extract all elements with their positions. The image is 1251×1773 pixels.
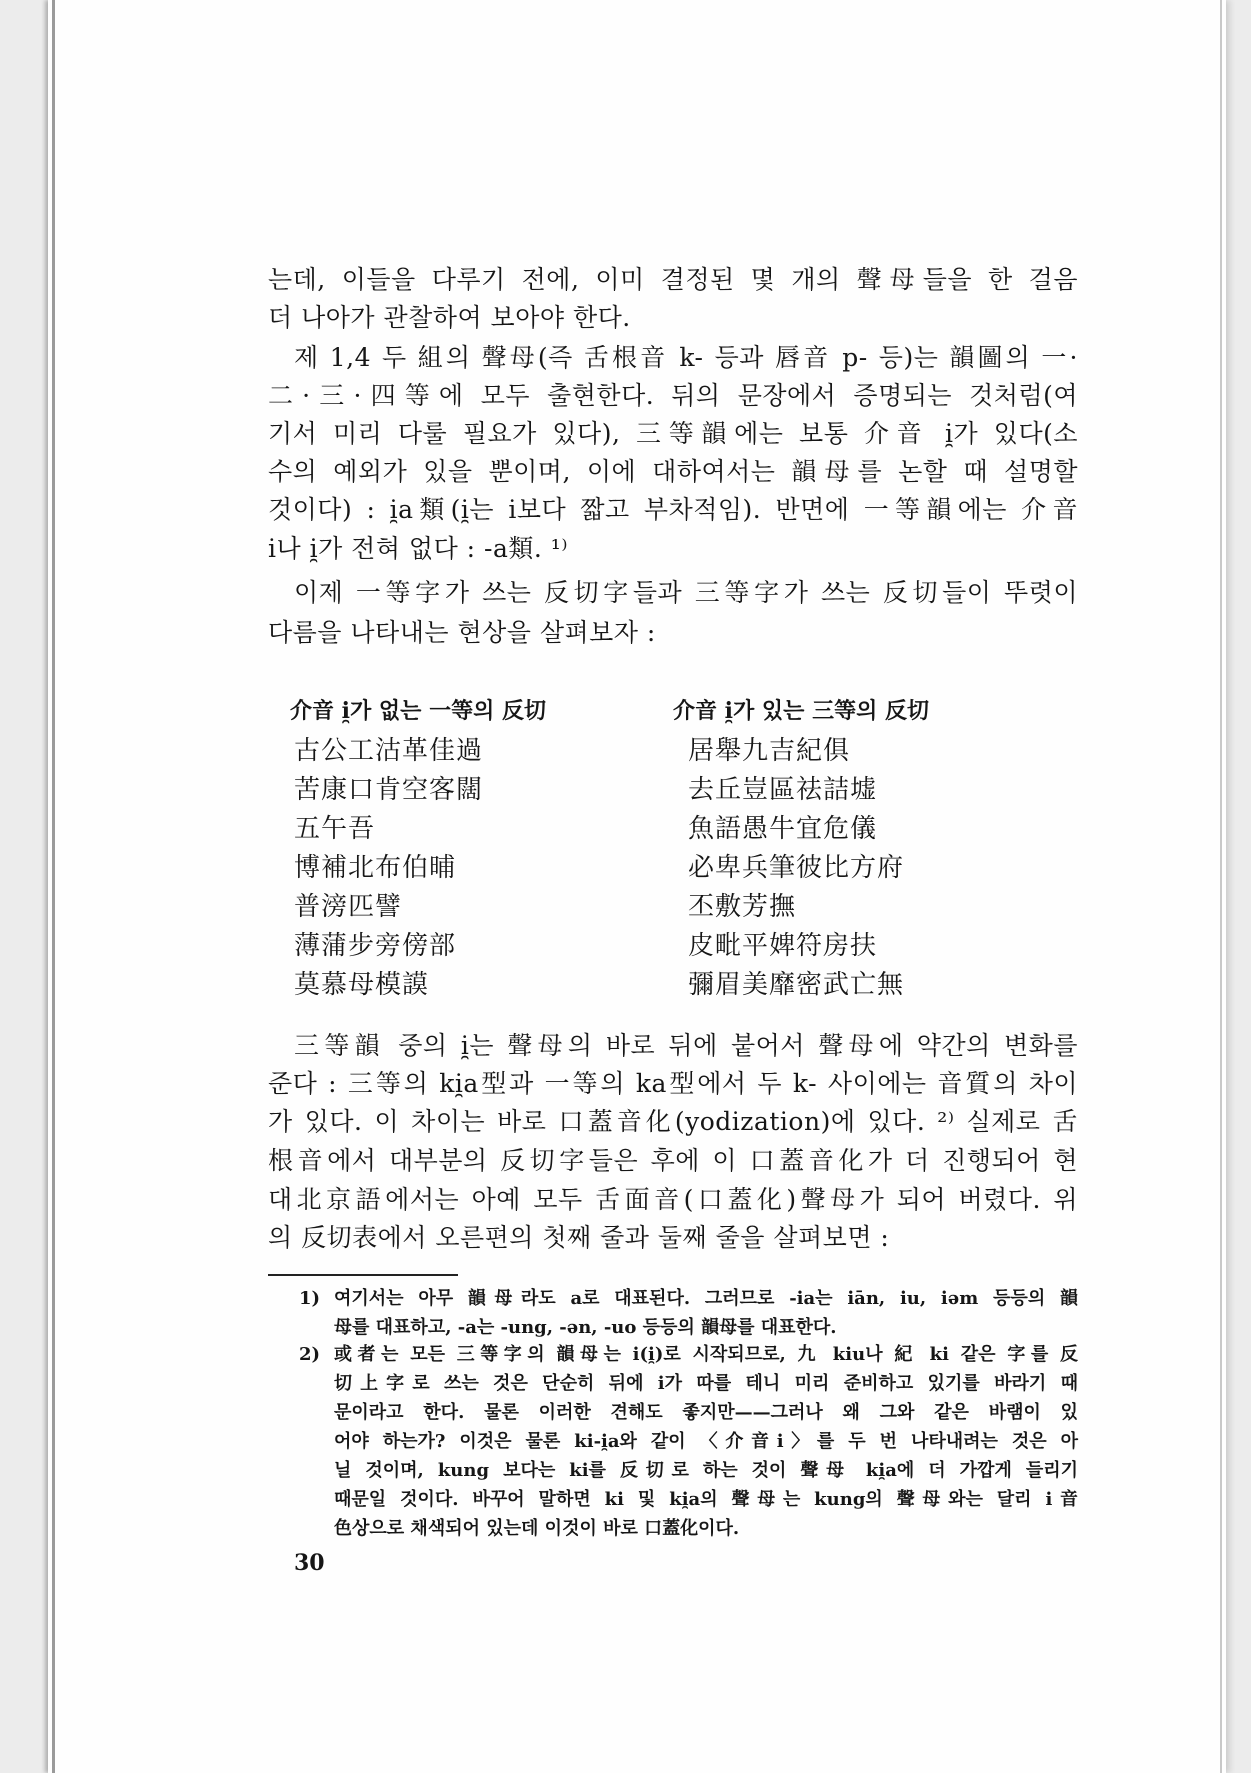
right-fanqie-row: 去丘豈區祛詰墟 (688, 775, 878, 805)
paragraph1-line: 는데, 이들을 다루기 전에, 이미 결정된 몇 개의 聲母들을 한 걸음 (268, 265, 1078, 294)
paragraph3-line: 이제 一等字가 쓰는 反切字들과 三等字가 쓰는 反切들이 뚜렷이 (294, 578, 1078, 607)
paragraph2-line: 二·三·四等에 모두 출현한다. 뒤의 문장에서 증명되는 것처럼(여 (268, 381, 1078, 410)
left-fanqie-row: 五午吾 (294, 814, 376, 844)
footnote-number: 2) (299, 1344, 321, 1365)
right-fanqie-row: 皮毗平婢符房扶 (688, 931, 878, 961)
footnote-line: 母를 대표하고, -a는 -ung, -ən, -uo 등등의 韻母를 대표한다. (334, 1317, 837, 1338)
right-fanqie-row: 居舉九吉紀俱 (688, 736, 851, 766)
page-number: 30 (294, 1550, 325, 1576)
paragraph2-line: i나 i̯가 전혀 없다 : -a類. ¹⁾ (268, 534, 568, 563)
paragraph2-line: 것이다) : i̯a類(i̯는 i보다 짧고 부차적임). 반면에 一等韻에는 介音 (268, 495, 1078, 524)
paragraph4-line: 의 反切表에서 오른편의 첫째 줄과 둘째 줄을 살펴보면 : (268, 1223, 890, 1252)
paragraph4-line: 대北京語에서는 아예 모두 舌面音(口蓋化)聲母가 되어 버렸다. 위 (268, 1185, 1078, 1214)
footnote-line: 때문일 것이다. 바꾸어 말하면 ki 및 ki̯a의 聲母는 kung의 聲母와는 달리 i音 (334, 1489, 1078, 1510)
page-left-edge (52, 0, 55, 1773)
right-fanqie-row: 丕敷芳撫 (688, 892, 797, 922)
footnote-line: 或者는 모든 三等字의 韻母는 i(i̯)로 시작되므로, 九 kiu나 紀 ki 같은 字를 反 (334, 1344, 1078, 1365)
footnote-line: 어야 하는가? 이것은 물론 ki-i̯a와 같이 〈介音i〉를 두 번 나타내려는 것은 아 (334, 1431, 1078, 1452)
left-fanqie-row: 普滂匹譬 (294, 892, 403, 922)
right-column-header: 介音 i̯가 있는 三等의 反切 (673, 698, 930, 724)
paragraph3-line: 다름을 나타내는 현상을 살펴보자 : (268, 618, 656, 647)
paragraph4-line: 가 있다. 이 차이는 바로 口蓋音化(yodization)에 있다. ²⁾ 실제로 舌 (268, 1107, 1078, 1136)
footnote-line: 문이라고 한다. 물론 이러한 견해도 좋지만——그러나 왜 그와 같은 바램이 있 (334, 1402, 1078, 1423)
left-fanqie-row: 古公工沽革佳過 (294, 736, 484, 766)
right-fanqie-row: 必卑兵筆彼比方府 (688, 853, 905, 883)
paragraph2-line: 수의 예외가 있을 뿐이며, 이에 대하여서는 韻母를 논할 때 설명할 (268, 457, 1078, 486)
right-fanqie-row: 魚語愚牛宜危儀 (688, 814, 878, 844)
left-fanqie-row: 博補北布伯晡 (294, 853, 457, 883)
left-fanqie-row: 莫慕母模謨 (294, 970, 430, 1000)
footnote-line: 닐 것이며, kung 보다는 ki를 反切로 하는 것이 聲母 ki̯a에 더 가깝게 들리기 (334, 1460, 1078, 1481)
right-fanqie-row: 彌眉美靡密武亡無 (688, 970, 905, 1000)
footnote-line: 色상으로 채색되어 있는데 이것이 바로 口蓋化이다. (334, 1518, 740, 1539)
paragraph1-line: 더 나아가 관찰하여 보아야 한다. (268, 303, 631, 332)
paragraph2-line: 제 1,4 두 組의 聲母(즉 舌根音 k- 등과 唇音 p- 등)는 韻圖의 一· (294, 343, 1078, 372)
left-column-header: 介音 i̯가 없는 一等의 反切 (290, 698, 547, 724)
paragraph4-line: 根音에서 대부분의 反切字들은 후에 이 口蓋音化가 더 진행되어 현 (268, 1146, 1078, 1175)
left-fanqie-row: 薄蒲步旁傍部 (294, 931, 457, 961)
page-right-edge (1220, 0, 1222, 1773)
footnote-divider (268, 1274, 458, 1276)
left-fanqie-row: 苦康口肯空客闊 (294, 775, 484, 805)
paragraph4-line: 준다 : 三等의 ki̯a型과 一等의 ka型에서 두 k- 사이에는 音質의 차이 (268, 1069, 1078, 1098)
paragraph2-line: 기서 미리 다룰 필요가 있다), 三等韻에는 보통 介音 i̯가 있다(소 (268, 419, 1078, 448)
paragraph4-line: 三等韻 중의 i̯는 聲母의 바로 뒤에 붙어서 聲母에 약간의 변화를 (294, 1031, 1078, 1060)
footnote-number: 1) (299, 1288, 321, 1309)
footnote-line: 切上字로 쓰는 것은 단순히 뒤에 i가 따를 테니 미리 준비하고 있기를 바라기 때 (334, 1373, 1078, 1394)
footnote-line: 여기서는 아무 韻母라도 a로 대표된다. 그러므로 -ia는 iān, iu, iəm 등등의 韻 (334, 1288, 1078, 1309)
